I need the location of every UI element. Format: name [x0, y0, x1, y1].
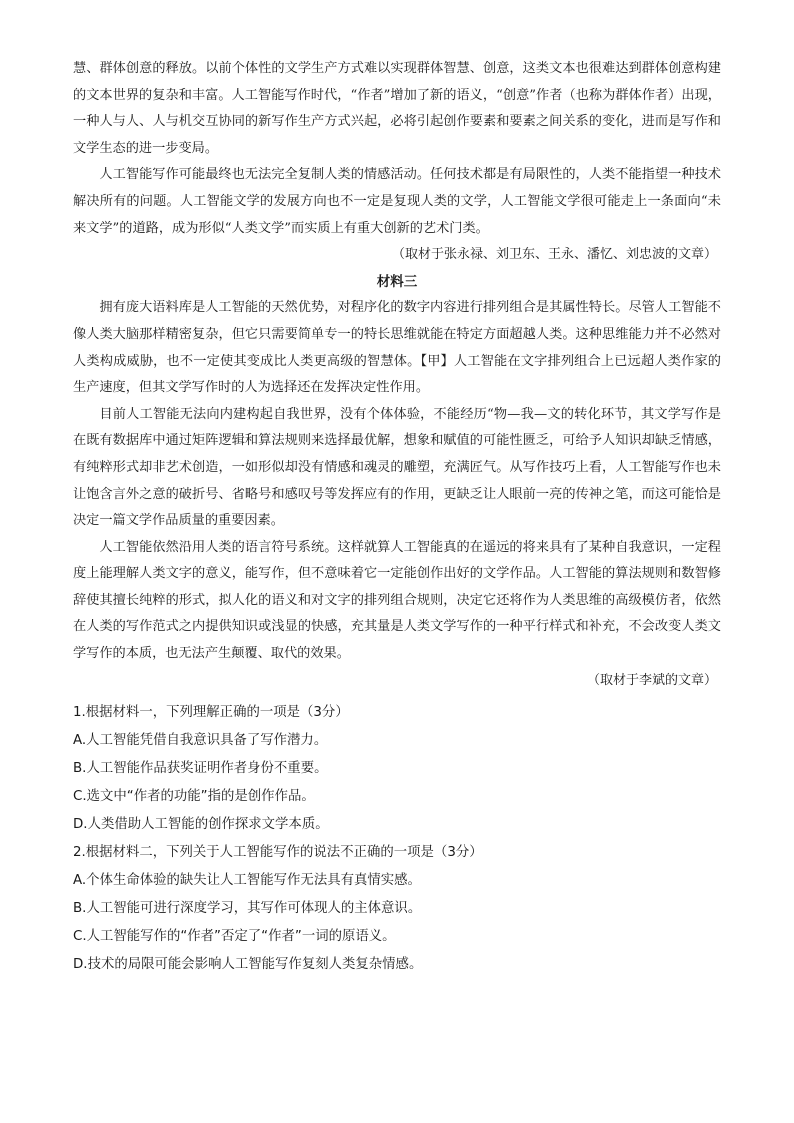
- option-d: D.技术的局限可能会影响人工智能写作复刻人类复杂情感。: [73, 957, 423, 973]
- paragraph-no-self-world: 目前人工智能无法向内建构起自我世界，没有个体体验，不能经历“物—我—文的转化环节，其文学写作是在既有数据库中通过矩阵逻辑和算法规则来选择最优解，想象和赋值的可能性匮乏，可给予人知识却缺乏情感，有纯粹形式却非艺术创造，一如形似却没有情感和魂灵的雕塑，充满匠气。从写作技巧上看，人工智能写作也未让饱含言外之意的破折号、省略号和感叹号等发挥应有的作用，更缺乏让人眼前一亮的传神之笔，而这可能恰是决定一篇文学作品质量的重要因素。: [73, 406, 721, 529]
- option-b: B.人工智能作品获奖证明作者身份不重要。: [73, 761, 328, 777]
- question-1: [73, 702, 721, 836]
- document-page: [73, 56, 721, 982]
- option-d: D.人类借助人工智能的创作探求文学本质。: [73, 817, 329, 833]
- option-a: A.人工智能凭借自我意识具备了写作潜力。: [73, 733, 328, 749]
- paragraph-continued: 慧、群体创意的释放。以前个体性的文学生产方式难以实现群体智慧、创意，这类文本也很难达到群体创意构建的文本世界的复杂和丰富。人工智能写作时代，“作者”增加了新的语义，“创意”作者（也称为群体作者）出现，一种人与人、人与机交互协同的新写作生产方式兴起，必将引起创作要素和要素之间关系的变化，进而是写作和文学生态的进一步变局。: [73, 61, 721, 156]
- question-stem: 1.根据材料一，下列理解正确的一项是（3分）: [73, 705, 349, 721]
- option-c: C.选文中“作者的功能”指的是创作作品。: [73, 789, 315, 805]
- option-b: B.人工智能可进行深度学习，其写作可体现人的主体意识。: [73, 901, 422, 917]
- section-heading-material-3: 材料三: [376, 273, 418, 290]
- question-2: [73, 842, 721, 976]
- question-stem: 2.根据材料二，下列关于人工智能写作的说法不正确的一项是（3分）: [73, 845, 483, 861]
- source-citation-3: （取材于李斌的文章）: [586, 672, 717, 688]
- option-c: C.人工智能写作的“作者”否定了“作者”一词的原语义。: [73, 929, 396, 945]
- paragraph-corpus-advantage: 拥有庞大语料库是人工智能的天然优势，对程序化的数字内容进行排列组合是其属性特长。尽管人工智能不像人类大脑那样精密复杂，但它只需要简单专一的特长思维就能在特定方面超越人类。这种思维能力并不必然对人类构成威胁，也不一定使其变成比人类更高级的智慧体。【甲】人工智能在文字排列组合上已远超人类作家的生产速度，但其文学写作时的人为选择还在发挥决定性作用。: [73, 300, 721, 396]
- paragraph-ai-emotion: 人工智能写作可能最终也无法完全复制人类的情感活动。任何技术都是有局限性的，人类不能指望一种技术解决所有的问题。人工智能文学的发展方向也不一定是复现人类的文学，人工智能文学很可能走上一条面向“未来文学”的道路，成为形似“人类文学”而实质上有重大创新的艺术门类。: [73, 167, 721, 236]
- option-a: A.个体生命体验的缺失让人工智能写作无法具有真情实感。: [73, 873, 421, 889]
- paragraph-language-system: 人工智能依然沿用人类的语言符号系统。这样就算人工智能真的在遥远的将来具有了某种自我意识，一定程度上能理解人类文字的意义，能写作，但不意味着它一定能创作出好的文学作品。人工智能的算法规则和数智修辞使其擅长纯粹的形式，拟人化的语义和对文字的排列组合规则，决定它还将作为人类思维的高级模仿者，依然在人类的写作范式之内提供知识或浅显的快感，充其量是人类文学写作的一种平行样式和补充，不会改变人类文学写作的本质，也无法产生颠覆、取代的效果。: [73, 539, 721, 662]
- source-citation-2: （取材于张永禄、刘卫东、王永、潘忆、刘忠波的文章）: [391, 247, 717, 263]
